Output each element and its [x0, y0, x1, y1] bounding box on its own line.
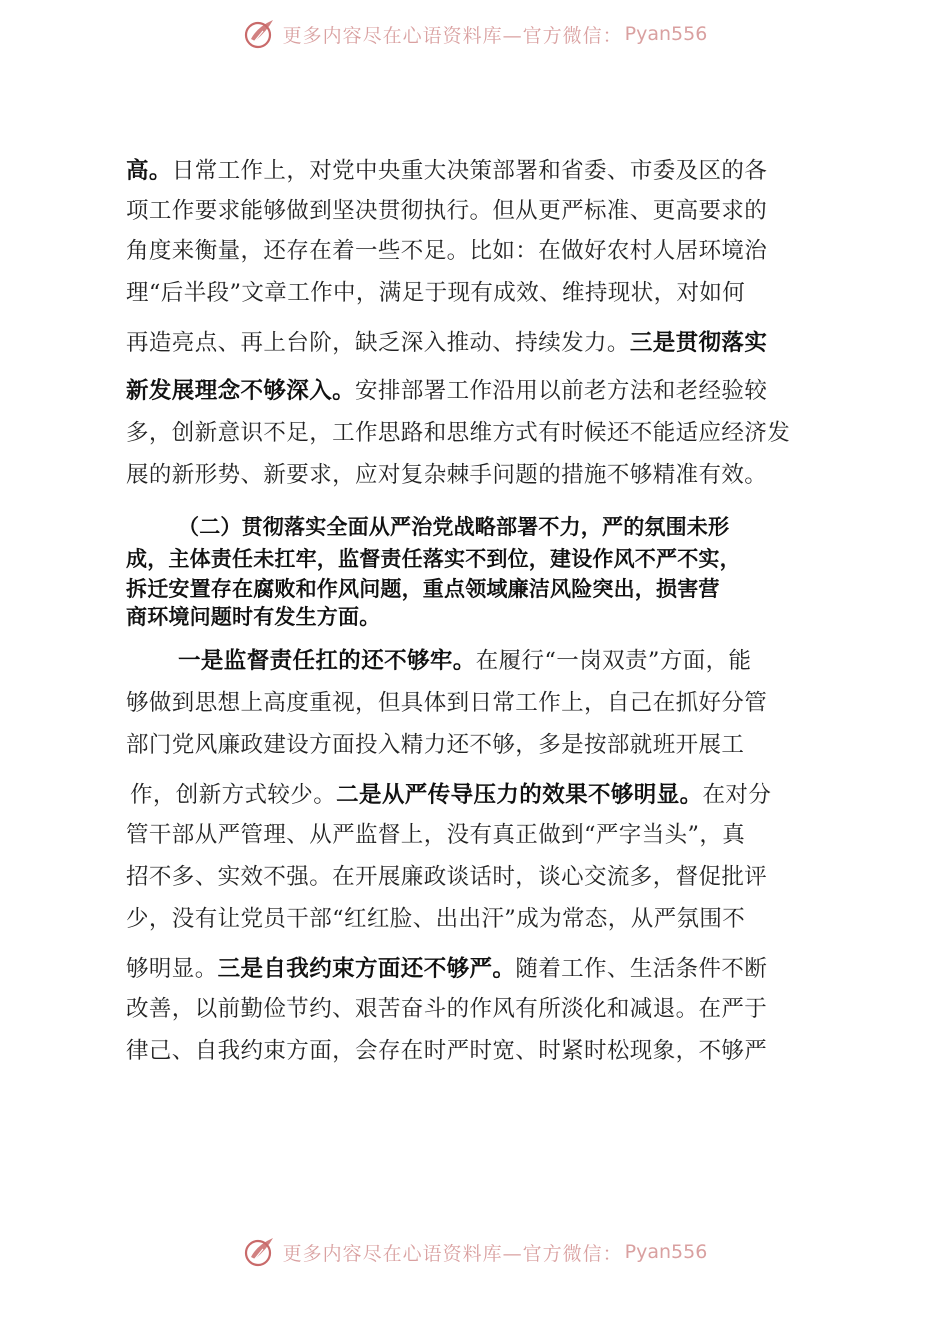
body-text: 随着工作、生活条件不断 [515, 956, 768, 982]
body-line-10: 够做到思想上高度重视，但具体到日常工作上，自己在抓好分管 [126, 690, 768, 716]
body-text: 再造亮点、再上台阶，缺乏深入推动、持续发力。 [126, 330, 630, 356]
body-line-15: 少，没有让党员干部“红红脸、出出汗”成为常态，从严氛围不 [126, 906, 746, 932]
bold-phrase: 高。 [126, 158, 172, 184]
bold-phrase: 三是贯彻落实 [629, 330, 768, 356]
body-line-6 [126, 376, 767, 406]
body-line-5 [126, 328, 767, 358]
body-line-11: 部门党风廉政建设方面投入精力还不够，多是按部就班开展工 [126, 732, 745, 758]
section-heading-line-3: 拆迁安置存在腐败和作风问题，重点领域廉洁风险突出，损害营 [126, 577, 720, 601]
body-line-7: 多，创新意识不足，工作思路和思维方式有时候还不能适应经济发 [126, 420, 791, 446]
body-text: 够明显。 [126, 956, 218, 982]
body-line-2: 项工作要求能够做到坚决贯彻执行。但从更严标准、更高要求的 [126, 198, 768, 224]
section-heading-line-2: 成，主体责任未扛牢，监督责任落实不到位，建设作风不严不实， [126, 547, 741, 571]
body-line-18: 律己、自我约束方面，会存在时严时宽、时紧时松现象，不够严 [126, 1038, 768, 1064]
body-line-17: 改善，以前勤俭节约、艰苦奋斗的作风有所淡化和减退。在严于 [126, 996, 768, 1022]
watermark-wechat-id: Pyan556 [624, 23, 708, 45]
section-heading-line-1: （二）贯彻落实全面从严治党战略部署不力，严的氛围未形 [178, 515, 730, 539]
quill-logo-icon [243, 1235, 277, 1269]
footer-watermark [0, 1232, 950, 1272]
body-line-16 [126, 954, 767, 984]
bold-phrase: 三是自我约束方面还不够严。 [217, 956, 516, 982]
body-line-9 [178, 646, 751, 676]
bold-phrase: 一是监督责任扛的还不够牢。 [178, 648, 476, 674]
header-watermark [0, 14, 950, 54]
body-line-13: 管干部从严管理、从严监督上，没有真正做到“严字当头”，真 [126, 822, 746, 848]
watermark-wechat-id: Pyan556 [624, 1241, 708, 1263]
body-text: 作，创新方式较少。 [130, 782, 337, 808]
body-line-12 [130, 780, 771, 810]
watermark-text: 更多内容尽在心语资料库—官方微信： [282, 1242, 623, 1265]
section-heading-line-4: 商环境问题时有发生方面。 [126, 605, 381, 629]
watermark-text: 更多内容尽在心语资料库—官方微信： [282, 24, 623, 47]
body-text: 安排部署工作沿用以前老方法和老经验较 [355, 378, 768, 404]
body-line-14: 招不多、实效不强。在开展廉政谈话时，谈心交流多，督促批评 [126, 864, 768, 890]
bold-phrase: 二是从严传导压力的效果不够明显。 [336, 782, 703, 808]
body-line-4: 理“后半段”文章工作中，满足于现有成效、维持现状，对如何 [126, 280, 746, 306]
body-line-8: 展的新形势、新要求，应对复杂棘手问题的措施不够精准有效。 [126, 462, 768, 488]
body-text: 在履行“一岗双责”方面，能 [475, 648, 752, 674]
body-line-3: 角度来衡量，还存在着一些不足。比如：在做好农村人居环境治 [126, 238, 768, 264]
body-line-1 [126, 156, 767, 186]
body-text: 在对分 [702, 782, 772, 808]
quill-logo-icon [243, 17, 277, 51]
bold-phrase: 新发展理念不够深入。 [126, 378, 356, 404]
body-text: 日常工作上，对党中央重大决策部署和省委、市委及区的各 [171, 158, 768, 184]
